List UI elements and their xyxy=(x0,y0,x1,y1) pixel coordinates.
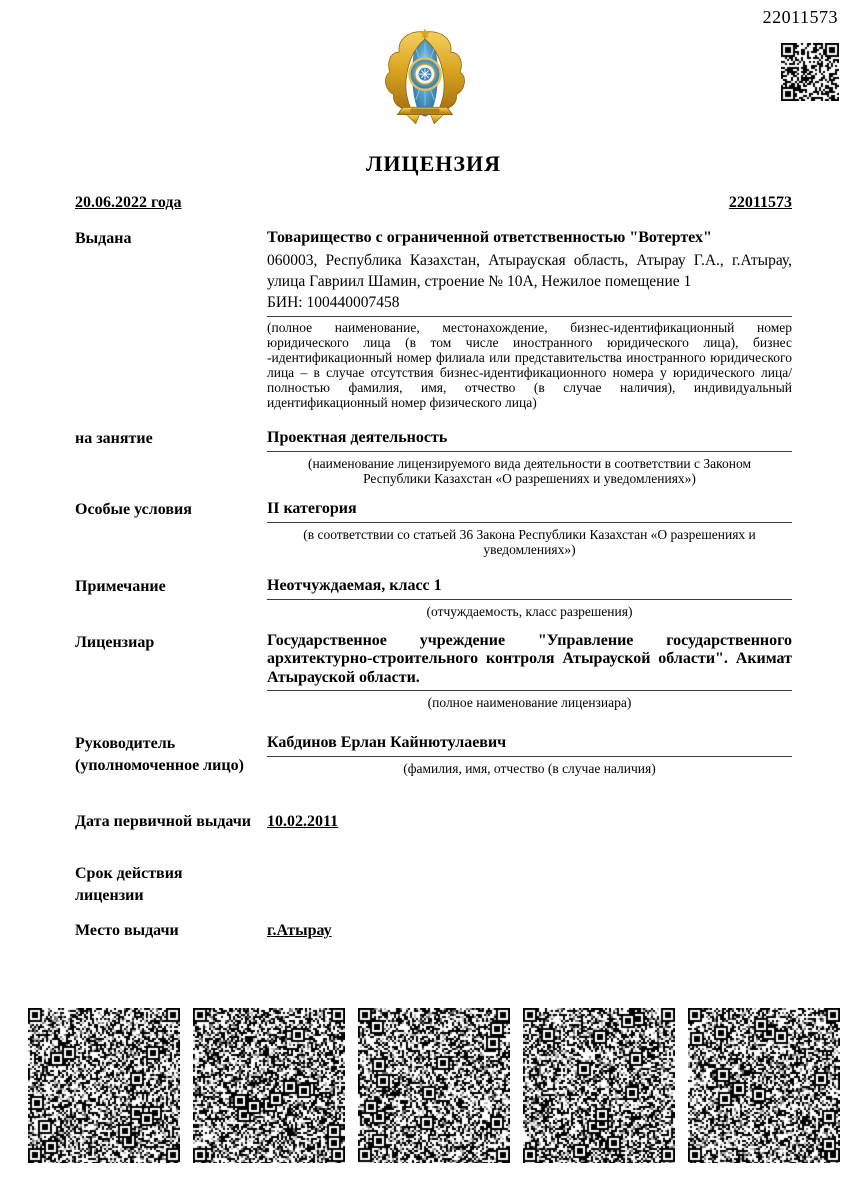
field-rule xyxy=(267,599,792,600)
field-label-special-conditions: Особые условия xyxy=(75,501,192,519)
head-name: Кабдинов Ерлан Кайнютулаевич xyxy=(267,734,507,752)
field-label-activity: на занятие xyxy=(75,430,153,448)
date-number-row xyxy=(75,194,792,212)
field-label-first-issue-date: Дата первичной выдачи xyxy=(75,813,252,831)
licensee-address: 060003, Республика Казахстан, Атырауская область, Атырау Г.А., г.Атырау, улица Гавриил Шамин, строение № 10А, Нежилое помещение 1 xyxy=(267,252,792,290)
field-value-licensor xyxy=(267,632,792,711)
remark-value: Неотчуждаемая, класс 1 xyxy=(267,577,442,595)
field-row-licensor xyxy=(75,632,792,711)
field-note-licensor: (полное наименование лицензиара) xyxy=(427,695,632,711)
licensee-name: Товарищество с ограниченной ответственностью "Вотертех" xyxy=(267,229,712,246)
kazakhstan-emblem-icon xyxy=(379,26,471,126)
licensee-bin: БИН: 100440007458 xyxy=(267,294,400,311)
field-note-activity: (наименование лицензируемого вида деятельности в соответствии с Законом Республики Казахстан «О разрешениях и уведомлениях») xyxy=(307,456,752,487)
field-row-issued-to xyxy=(75,228,792,410)
stacked-barcode-icon xyxy=(688,1008,840,1163)
activity-name: Проектная деятельность xyxy=(267,429,448,447)
field-label-head xyxy=(75,733,267,777)
field-label-licensor: Лицензиар xyxy=(75,633,155,651)
field-value-issued-to xyxy=(267,228,792,410)
field-row-head xyxy=(75,733,792,777)
field-rule xyxy=(267,316,792,317)
field-rule xyxy=(267,756,792,757)
stacked-barcode-strip xyxy=(28,1008,840,1164)
first-issue-date: 10.02.2011 xyxy=(267,813,339,831)
stacked-barcode-icon xyxy=(28,1008,180,1163)
field-label-head-line2: (уполномоченное лицо) xyxy=(75,757,244,775)
stacked-barcode-icon xyxy=(523,1008,675,1163)
field-row-activity xyxy=(75,428,792,487)
field-value-head xyxy=(267,733,792,777)
field-note-issued-to: (полное наименование, местонахождение, бизнес-идентификационный номер юридического лица (в том числе иностранного юридического лица), бизнес -идентификационный номер филиала или представительства иностранного юридического лица – в случае отсутствия бизнес-идентификационного номера у юридического лица/полностью фамилия, имя, отчество (в случае наличия), индивидуальный идентификационный номер физического лица) xyxy=(267,320,792,410)
field-note-remark: (отчуждаемость, класс разрешения) xyxy=(426,604,633,620)
field-value-issue-place xyxy=(267,920,792,942)
field-label-issue-place: Место выдачи xyxy=(75,922,179,940)
field-value-validity-period xyxy=(267,863,792,907)
field-row-issue-place xyxy=(75,920,792,942)
field-note-head: (фамилия, имя, отчество (в случае наличия) xyxy=(403,761,656,777)
document-title: ЛИЦЕНЗИЯ xyxy=(365,151,501,176)
field-label-validity-period xyxy=(75,863,267,907)
field-label-validity-line2: лицензии xyxy=(75,887,144,905)
field-value-special-conditions xyxy=(267,499,792,558)
issue-date: 20.06.2022 года xyxy=(75,194,182,211)
field-rule xyxy=(267,522,792,523)
stacked-barcode-icon xyxy=(193,1008,345,1163)
field-label-issued-to: Выдана xyxy=(75,230,132,247)
field-rule xyxy=(267,690,792,691)
qr-code-icon xyxy=(781,43,839,101)
document-number-top: 22011573 xyxy=(762,7,838,27)
license-number: 22011573 xyxy=(728,194,792,211)
field-note-special-conditions: (в соответствии со статьей 36 Закона Республики Казахстан «О разрешениях и уведомлениях») xyxy=(303,527,756,558)
field-label-validity-line1: Срок действия xyxy=(75,865,183,883)
field-row-validity-period xyxy=(75,863,792,907)
field-value-remark xyxy=(267,576,792,620)
document-body xyxy=(75,150,792,942)
field-value-first-issue-date xyxy=(267,811,792,833)
category-value: II категория xyxy=(267,500,357,518)
stacked-barcode-icon xyxy=(358,1008,510,1163)
field-label-remark: Примечание xyxy=(75,578,166,596)
field-rule xyxy=(267,451,792,452)
field-row-first-issue-date xyxy=(75,811,792,833)
licensor-name: Государственное учреждение "Управление государственного архитектурно-строительного контроля Атырауской области". Акимат Атырауской области. xyxy=(267,631,792,686)
issue-place: г.Атырау xyxy=(267,922,332,940)
field-label-head-line1: Руководитель xyxy=(75,735,176,753)
field-value-activity xyxy=(267,428,792,487)
field-row-remark xyxy=(75,576,792,620)
field-row-special-conditions xyxy=(75,499,792,558)
